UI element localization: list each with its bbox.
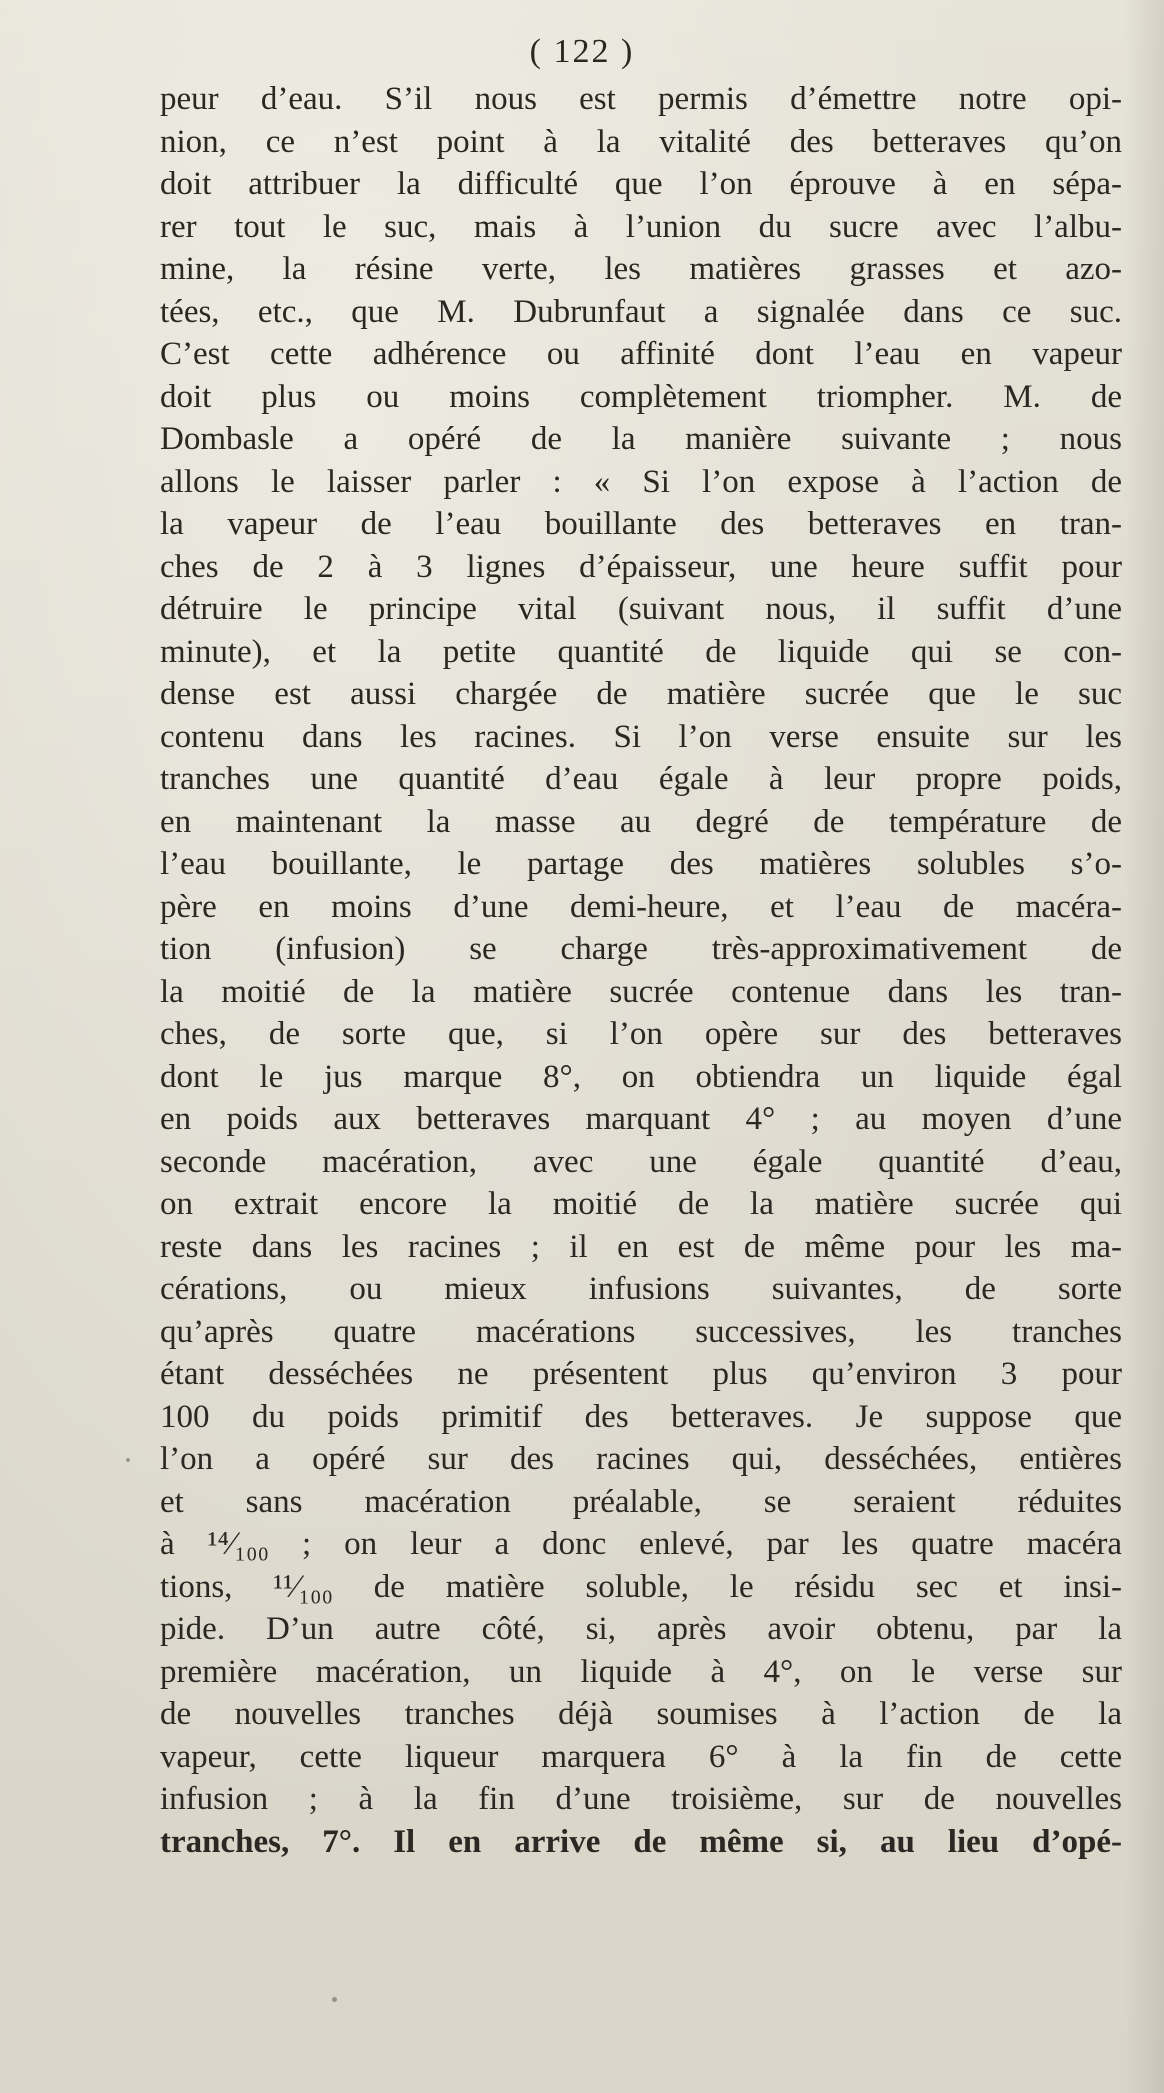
text-line: doit attribuer la difficulté que l’on éprouve à en sépa- [160,166,1122,202]
text-line: étant desséchées ne présentent plus qu’environ 3 pour [160,1356,1122,1392]
text-line: en maintenant la masse au degré de température de [160,803,1122,840]
text-line: ches, de sorte que, si l’on opère sur des betteraves [160,1016,1122,1052]
text-line: l’on a opéré sur des racines qui, desséchées, entières [160,1441,1122,1477]
text-line: et sans macération préalable, se seraient réduites [160,1483,1122,1520]
text-line: père en moins d’une demi-heure, et l’eau de macéra- [160,888,1122,925]
text-line: de nouvelles tranches déjà soumises à l’action de la [160,1696,1122,1732]
text-line: la moitié de la matière sucrée contenue dans les tran- [160,973,1122,1010]
text-line: 100 du poids primitif des betteraves. Je suppose que [160,1398,1122,1435]
text-line: première macération, un liquide à 4°, on le verse sur [160,1653,1122,1690]
page-edge-shadow [1124,0,1164,2093]
text-line: tées, etc., que M. Dubrunfaut a signalée dans ce suc. [160,293,1122,330]
text-line: minute), et la petite quantité de liquide qui se con- [160,633,1122,670]
body-text [160,78,1122,1863]
text-line: la vapeur de l’eau bouillante des betteraves en tran- [160,506,1122,542]
text-line: infusion ; à la fin d’une troisième, sur de nouvelles [160,1781,1122,1817]
text-line: seconde macération, avec une égale quantité d’eau, [160,1143,1122,1180]
text-line: en poids aux betteraves marquant 4° ; au moyen d’une [160,1101,1122,1137]
text-line: dont le jus marque 8°, on obtiendra un liquide égal [160,1058,1122,1095]
text-line: on extrait encore la moitié de la matière sucrée qui [160,1186,1122,1222]
text-line: nion, ce n’est point à la vitalité des betteraves qu’on [160,123,1122,160]
text-line: dense est aussi chargée de matière sucrée que le suc [160,676,1122,712]
text-line: pide. D’un autre côté, si, après avoir obtenu, par la [160,1611,1122,1647]
text-line: C’est cette adhérence ou affinité dont l’eau en vapeur [160,336,1122,372]
text-line: allons le laisser parler : « Si l’on expose à l’action de [160,463,1122,500]
text-line: contenu dans les racines. Si l’on verse ensuite sur les [160,718,1122,755]
paper-speck [126,1458,130,1462]
page-number: ( 122 ) [529,33,635,70]
text-line: qu’après quatre macérations successives, les tranches [160,1313,1122,1350]
text-line: Dombasle a opéré de la manière suivante ; nous [160,421,1122,457]
text-line-final: tranches, 7°. Il en arrive de même si, au lieu d’opé- [160,1823,1122,1860]
text-line: ches de 2 à 3 lignes d’épaisseur, une heure suffit pour [160,548,1122,585]
text-line: tion (infusion) se charge très-approximativement de [160,931,1122,967]
text-line: vapeur, cette liqueur marquera 6° à la fin de cette [160,1738,1122,1775]
paper-speck [332,1997,337,2002]
text-line: doit plus ou moins complètement triompher. M. de [160,378,1122,415]
text-line: à ¹⁴⁄₁₀₀ ; on leur a donc enlevé, par les quatre macéra [160,1526,1122,1562]
text-line: reste dans les racines ; il en est de même pour les ma- [160,1228,1122,1265]
text-line: mine, la résine verte, les matières grasses et azo- [160,251,1122,287]
text-line: rer tout le suc, mais à l’union du sucre avec l’albu- [160,208,1122,245]
text-line: l’eau bouillante, le partage des matières solubles s’o- [160,846,1122,882]
text-line: peur d’eau. S’il nous est permis d’émettre notre opi- [160,81,1122,117]
text-line: tions, ¹¹⁄₁₀₀ de matière soluble, le résidu sec et insi- [160,1568,1122,1605]
text-line: tranches une quantité d’eau égale à leur propre poids, [160,761,1122,797]
text-line: détruire le principe vital (suivant nous, il suffit d’une [160,591,1122,627]
text-line: cérations, ou mieux infusions suivantes, de sorte [160,1271,1122,1307]
